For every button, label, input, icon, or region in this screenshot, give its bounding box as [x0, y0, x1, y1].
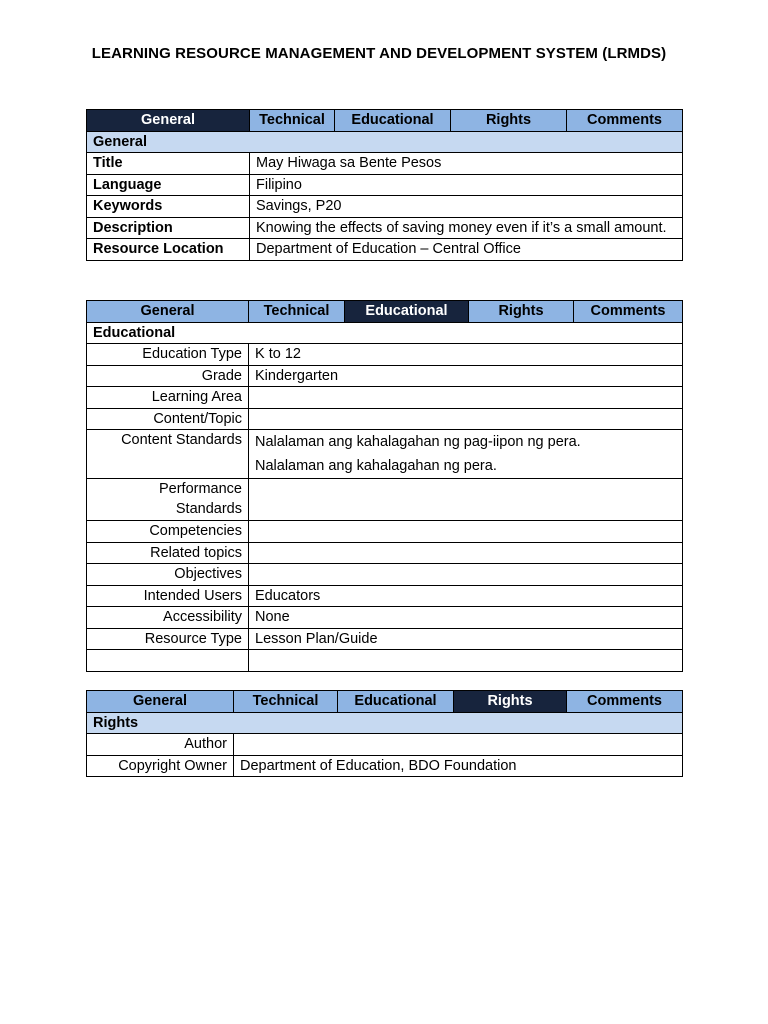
section-header-rights: Rights — [87, 712, 683, 734]
tab-educational[interactable]: Educational — [338, 691, 454, 713]
field-label: Performance Standards — [87, 479, 249, 521]
table-row — [87, 564, 683, 586]
tab-row — [87, 301, 683, 323]
field-label: Content Standards — [87, 430, 249, 479]
table-row — [87, 217, 683, 239]
field-label: Author — [87, 734, 234, 756]
field-label: Intended Users — [87, 585, 249, 607]
general-metadata-table — [86, 109, 683, 261]
tab-technical[interactable]: Technical — [250, 110, 335, 132]
field-value: Filipino — [250, 174, 683, 196]
table-row — [87, 239, 683, 261]
document-title: LEARNING RESOURCE MANAGEMENT AND DEVELOPMENT SYSTEM (LRMDS) — [91, 45, 667, 62]
section-header-educational: Educational — [87, 322, 683, 344]
field-value — [249, 387, 683, 409]
tab-comments[interactable]: Comments — [567, 110, 683, 132]
field-value — [249, 650, 683, 672]
field-label: Resource Type — [87, 628, 249, 650]
table-row — [87, 430, 683, 479]
field-label: Keywords — [87, 196, 250, 218]
tab-technical[interactable]: Technical — [234, 691, 338, 713]
table-row — [87, 408, 683, 430]
table-row — [87, 650, 683, 672]
field-value — [249, 521, 683, 543]
field-value — [249, 430, 683, 479]
table-row — [87, 607, 683, 629]
tab-comments[interactable]: Comments — [574, 301, 683, 323]
field-value: Department of Education – Central Office — [250, 239, 683, 261]
table-row — [87, 755, 683, 777]
table-row — [87, 521, 683, 543]
table-row — [87, 365, 683, 387]
tab-general[interactable]: General — [87, 301, 249, 323]
field-label: Accessibility — [87, 607, 249, 629]
table-row — [87, 542, 683, 564]
field-value — [234, 734, 683, 756]
table-row — [87, 196, 683, 218]
field-label: Content/Topic — [87, 408, 249, 430]
field-value: Knowing the effects of saving money even if it’s a small amount. — [250, 217, 683, 239]
field-label: Objectives — [87, 564, 249, 586]
field-label: Competencies — [87, 521, 249, 543]
tab-general[interactable]: General — [87, 691, 234, 713]
table-row — [87, 387, 683, 409]
tab-educational[interactable]: Educational — [345, 301, 469, 323]
field-label: Title — [87, 153, 250, 175]
field-label: Copyright Owner — [87, 755, 234, 777]
educational-metadata-table — [86, 300, 683, 672]
tab-educational[interactable]: Educational — [335, 110, 451, 132]
field-value: Lesson Plan/Guide — [249, 628, 683, 650]
field-value — [249, 408, 683, 430]
table-row — [87, 628, 683, 650]
tab-row — [87, 691, 683, 713]
content-standard-line: Nalalaman ang kahalagahan ng pera. — [255, 458, 497, 474]
tab-comments[interactable]: Comments — [567, 691, 683, 713]
field-value: K to 12 — [249, 344, 683, 366]
section-header-row — [87, 322, 683, 344]
tab-general[interactable]: General — [87, 110, 250, 132]
field-value — [249, 542, 683, 564]
tab-row — [87, 110, 683, 132]
table-row — [87, 174, 683, 196]
field-value: Department of Education, BDO Foundation — [234, 755, 683, 777]
field-value: Kindergarten — [249, 365, 683, 387]
field-label: Grade — [87, 365, 249, 387]
table-row — [87, 153, 683, 175]
table-row — [87, 344, 683, 366]
tab-rights[interactable]: Rights — [451, 110, 567, 132]
field-label: Language — [87, 174, 250, 196]
field-value: May Hiwaga sa Bente Pesos — [250, 153, 683, 175]
section-header-row — [87, 712, 683, 734]
field-label: Education Type — [87, 344, 249, 366]
field-value: Savings, P20 — [250, 196, 683, 218]
field-label: Learning Area — [87, 387, 249, 409]
tab-rights[interactable]: Rights — [469, 301, 574, 323]
rights-metadata-table — [86, 690, 683, 777]
field-value — [249, 479, 683, 521]
field-label: Description — [87, 217, 250, 239]
tab-rights[interactable]: Rights — [454, 691, 567, 713]
field-value: None — [249, 607, 683, 629]
field-label: Related topics — [87, 542, 249, 564]
field-value: Educators — [249, 585, 683, 607]
section-header-general: General — [87, 131, 683, 153]
table-row — [87, 585, 683, 607]
field-value — [249, 564, 683, 586]
section-header-row — [87, 131, 683, 153]
table-row — [87, 479, 683, 521]
content-standard-line: Nalalaman ang kahalagahan ng pag-iipon ng pera. — [255, 434, 581, 450]
table-row — [87, 734, 683, 756]
field-label: Resource Location — [87, 239, 250, 261]
tab-technical[interactable]: Technical — [249, 301, 345, 323]
field-label — [87, 650, 249, 672]
